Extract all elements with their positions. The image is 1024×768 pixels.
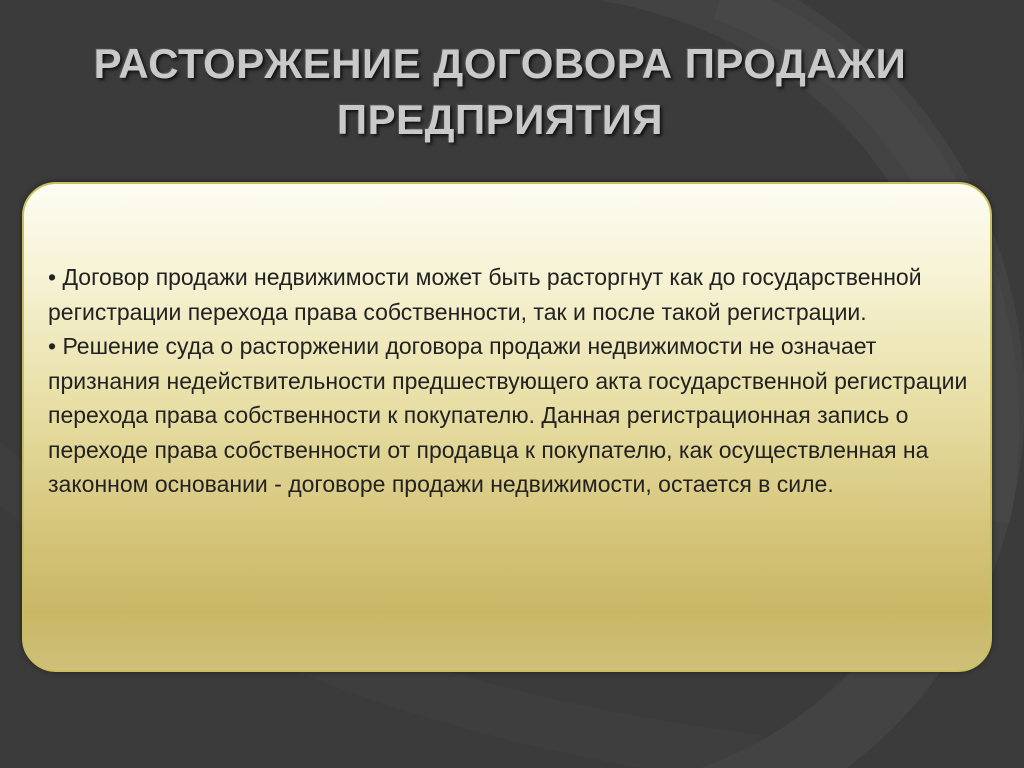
content-text xyxy=(48,260,968,502)
bullet-item-1 xyxy=(48,260,968,329)
content-box xyxy=(22,182,992,672)
slide-title-line-1: РАСТОРЖЕНИЕ ДОГОВОРА ПРОДАЖИ xyxy=(93,40,907,87)
slide-title-line-2: ПРЕДПРИЯТИЯ xyxy=(336,96,664,143)
bullet-text-2: Решение суда о расторжении договора продажи недвижимости не означает признания недействительности предшествующего акта государственной регистрации перехода права собственности к покупателю. Данная регистрационная запись о переходе права собственности от продавца к покупателю, как осуществленная на законном основании - договоре продажи недвижимости, остается в силе. xyxy=(48,333,968,497)
slide-title xyxy=(0,36,1000,148)
bullet-marker-2: • xyxy=(48,333,57,359)
bullet-marker-1: • xyxy=(48,264,57,290)
bullet-item-2 xyxy=(48,329,968,502)
bullet-text-1: Договор продажи недвижимости может быть расторгнут как до государственной регистрации перехода права собственности, так и после такой регистрации. xyxy=(48,264,922,325)
